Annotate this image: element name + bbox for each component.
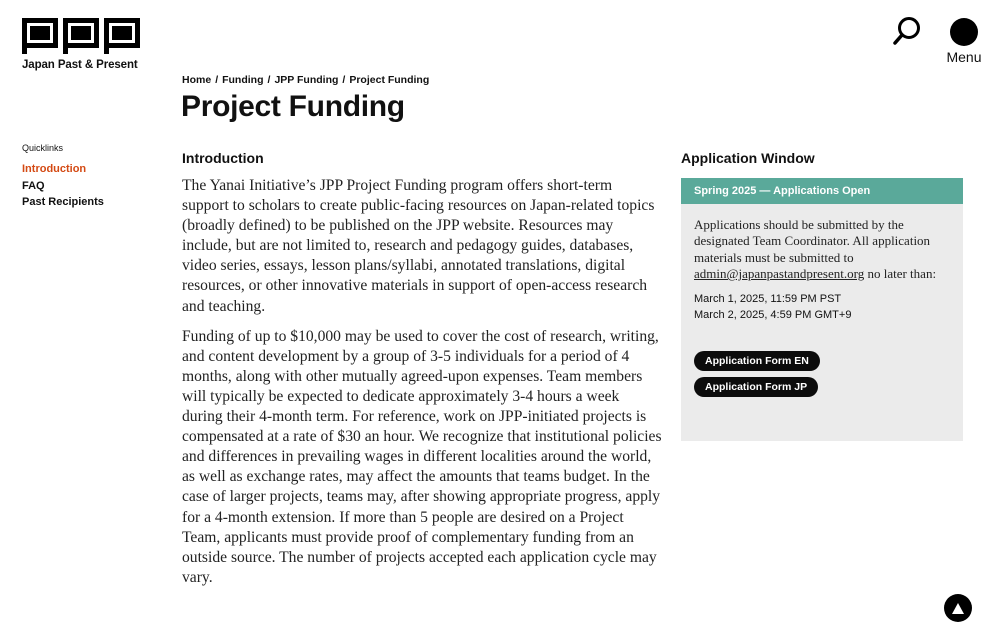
- deadline-pst: March 1, 2025, 11:59 PM PST: [694, 292, 842, 305]
- funding-paragraph: Funding of up to $10,000 may be used to cover the cost of research, writing, and content development by a group of 3-5 individuals for a period of 4 months, along with other mutually agreed-upon expenses. Team members will typically be expected to dedicate approximately 3-4 hours a week during their 4-month term. For reference, work on JPP-initiated projects is compensated at a rate of $30 an hour. We recognize that institutional policies and differences in prevailing wages in different localities around the world, as well as exchange rates, may affect the amounts that teams budget. In the case of larger projects, teams may, after showing appropriate progress, apply for a 4-month extension. If more than 5 people are desired on a Project Team, applicants must provide proof of complementary funding from an outside source. The number of projects accepted each application cycle may vary.: [182, 327, 662, 586]
- breadcrumb-separator: /: [215, 74, 219, 86]
- menu-label: Menu: [946, 49, 982, 65]
- page-title: Project Funding: [181, 90, 405, 123]
- main-content: [182, 150, 662, 598]
- site-logo[interactable]: [22, 18, 142, 71]
- breadcrumb: [182, 74, 429, 86]
- logo-mark: [22, 18, 142, 56]
- logo-text: Japan Past & Present: [22, 59, 138, 71]
- quicklinks-heading: Quicklinks: [22, 143, 64, 153]
- breadcrumb-separator: /: [267, 74, 271, 86]
- application-form-jp-button[interactable]: Application Form JP: [694, 377, 818, 397]
- back-to-top-button[interactable]: [944, 594, 972, 622]
- arrow-up-icon: [952, 603, 964, 614]
- quicklink-introduction[interactable]: Introduction: [22, 163, 87, 175]
- quicklink-past-recipients[interactable]: Past Recipients: [22, 196, 104, 208]
- search-button[interactable]: [892, 16, 924, 48]
- introduction-heading: Introduction: [182, 150, 264, 166]
- breadcrumb-funding[interactable]: Funding: [222, 74, 264, 86]
- instructions-text: Applications should be submitted by the designated Team Coordinator. All application materials must be submitted to: [694, 217, 931, 265]
- application-status-banner: Spring 2025 — Applications Open: [681, 178, 963, 204]
- intro-paragraph: The Yanai Initiative’s JPP Project Funding program offers short-term support to scholars to create public-facing resources on Japan-related topics (broadly defined) to be published on the JPP website. Resources may include, but are not limited to, research and pedagogy guides, databases, video series, essays, lesson plans/syllabi, annotated translations, digital resources, or other innovative materials in support of open-access research and teaching.: [182, 177, 655, 315]
- application-form-en-button[interactable]: Application Form EN: [694, 351, 820, 371]
- application-form-buttons: [694, 351, 950, 403]
- quicklink-faq[interactable]: FAQ: [22, 179, 45, 192]
- breadcrumb-home[interactable]: Home: [182, 74, 212, 86]
- menu-icon: [950, 18, 978, 46]
- quicklinks-nav: [22, 143, 104, 211]
- application-instructions: [694, 217, 950, 283]
- contact-email-link[interactable]: admin@japanpastandpresent.org: [694, 266, 865, 282]
- instructions-text-end: no later than:: [864, 266, 937, 282]
- application-window-heading: Application Window: [681, 150, 815, 166]
- deadline-gmt9: March 2, 2025, 4:59 PM GMT+9: [694, 309, 852, 322]
- breadcrumb-jpp-funding[interactable]: JPP Funding: [274, 74, 339, 86]
- breadcrumb-separator: /: [342, 74, 346, 86]
- breadcrumb-project-funding[interactable]: Project Funding: [349, 74, 430, 86]
- application-panel: [681, 204, 963, 441]
- search-icon: [892, 16, 924, 48]
- menu-button[interactable]: [944, 18, 984, 65]
- application-window: [681, 150, 963, 441]
